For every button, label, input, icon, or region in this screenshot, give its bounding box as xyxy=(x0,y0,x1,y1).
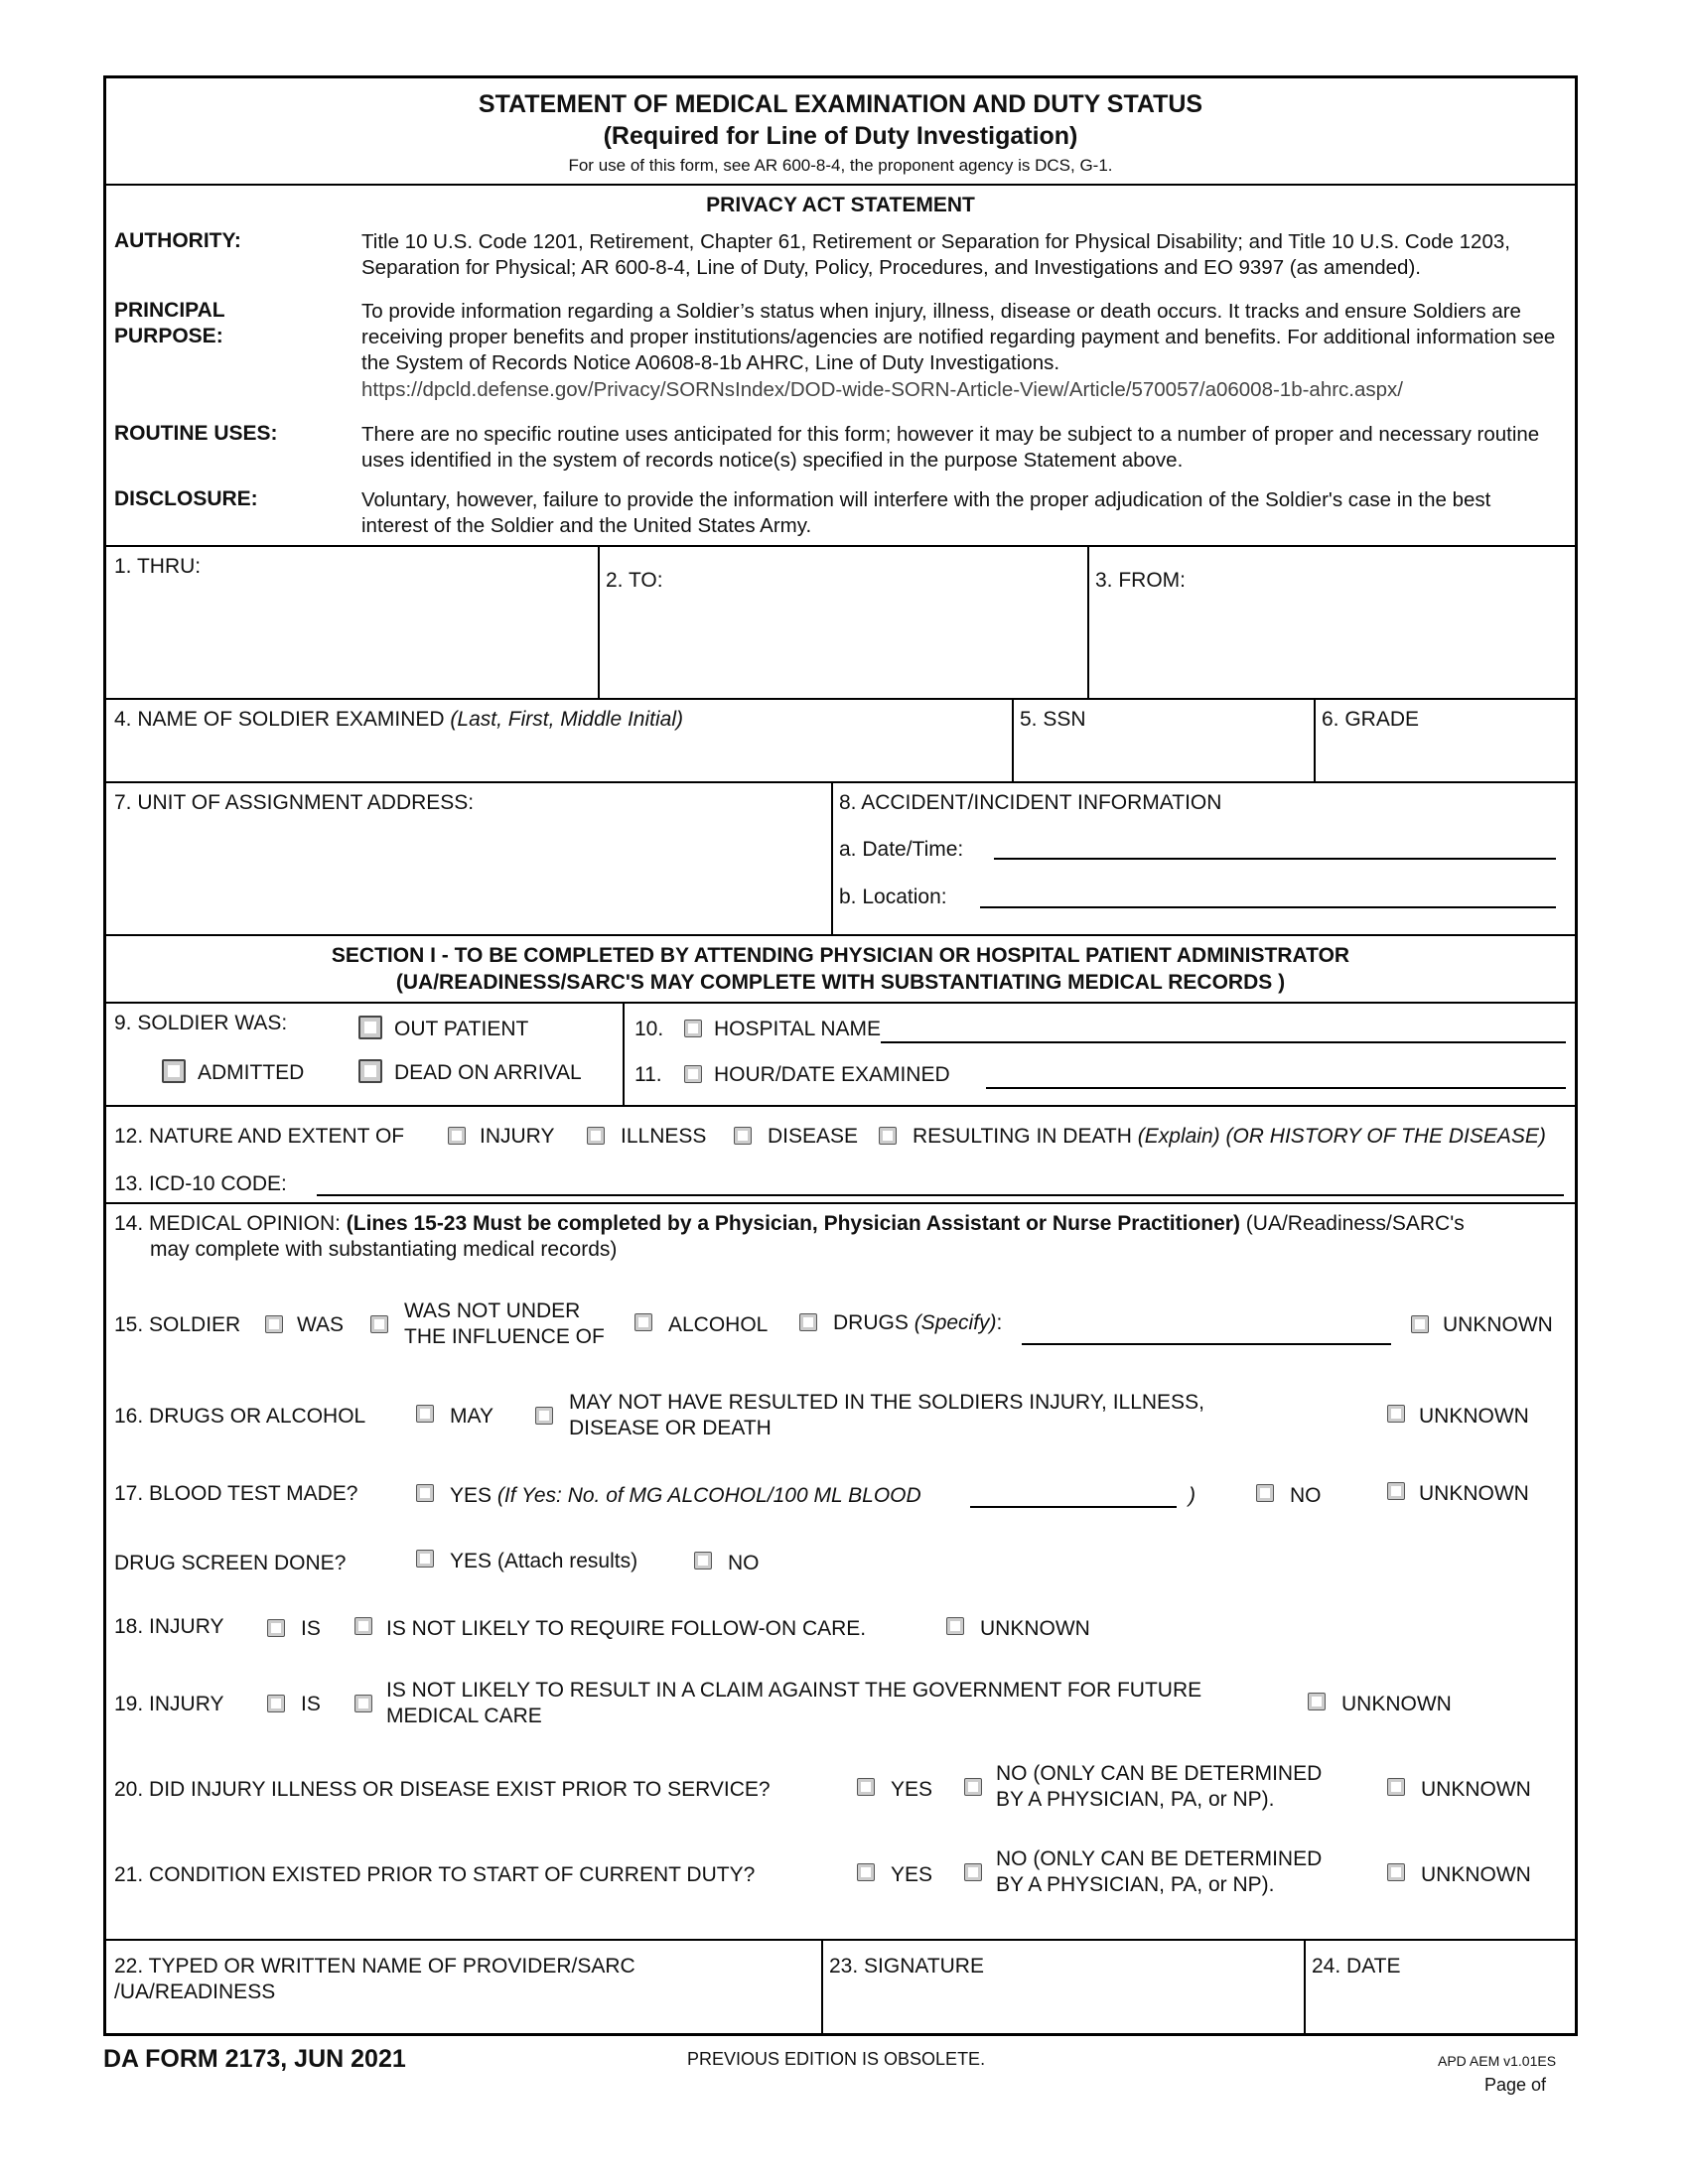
q15-drugs-checkbox[interactable] xyxy=(799,1313,817,1331)
q17-no-checkbox[interactable] xyxy=(1256,1484,1274,1502)
q15-drugs-field xyxy=(833,1311,1002,1335)
q19-is-checkbox[interactable] xyxy=(267,1695,285,1712)
form-number: DA FORM 2173, JUN 2021 xyxy=(103,2045,406,2073)
routine-uses-label: ROUTINE USES: xyxy=(114,422,278,445)
q21-yes-label: YES xyxy=(891,1863,933,1886)
ssn-label: 5. SSN xyxy=(1020,708,1086,731)
date-label: 24. DATE xyxy=(1312,1955,1401,1978)
out-patient-label: OUT PATIENT xyxy=(394,1018,529,1040)
q21-unknown-label: UNKNOWN xyxy=(1421,1863,1531,1886)
out-patient-checkbox[interactable] xyxy=(358,1016,382,1039)
patient-status-row xyxy=(106,1002,1575,1105)
page-number: Page of xyxy=(1484,2075,1547,2095)
sorn-link[interactable]: https://dpcld.defense.gov/Privacy/SORNsIndex/DOD-wide-SORN-Article-View/Article/570057/a06008-1b-ahrc.aspx/ xyxy=(361,378,1404,401)
q17-yes-checkbox[interactable] xyxy=(416,1484,434,1502)
admitted-checkbox[interactable] xyxy=(162,1059,186,1083)
soldier-name-hint: (Last, First, Middle Initial) xyxy=(450,708,683,731)
form-header xyxy=(106,78,1575,184)
drug-screen-yes-checkbox[interactable] xyxy=(416,1550,434,1568)
q20-yes-checkbox[interactable] xyxy=(857,1778,875,1796)
icd10-label: 13. ICD-10 CODE: xyxy=(114,1172,287,1195)
privacy-act-statement xyxy=(106,184,1575,545)
q15-was-not-checkbox[interactable] xyxy=(370,1315,388,1333)
accident-info-label: 8. ACCIDENT/INCIDENT INFORMATION xyxy=(839,791,1222,814)
nature-icd-row xyxy=(106,1105,1575,1202)
authority-label: AUTHORITY: xyxy=(114,229,241,252)
q17-mg-input[interactable] xyxy=(970,1506,1177,1508)
from-label: 3. FROM: xyxy=(1095,569,1187,592)
q16-unknown-checkbox[interactable] xyxy=(1387,1405,1405,1423)
q10-number: 10. xyxy=(634,1018,664,1040)
q17-yes-label: YES xyxy=(450,1484,492,1507)
q16-may-not-label-1: MAY NOT HAVE RESULTED IN THE SOLDIERS INJURY, ILLNESS, xyxy=(569,1391,1204,1414)
illness-checkbox[interactable] xyxy=(587,1127,605,1145)
q17-label: 17. BLOOD TEST MADE? xyxy=(114,1482,358,1505)
q21-no-label-1: NO (ONLY CAN BE DETERMINED xyxy=(996,1847,1323,1870)
disease-checkbox[interactable] xyxy=(734,1127,752,1145)
q20-unknown-checkbox[interactable] xyxy=(1387,1778,1405,1796)
grade-label: 6. GRADE xyxy=(1322,708,1420,731)
q21-label: 21. CONDITION EXISTED PRIOR TO START OF CURRENT DUTY? xyxy=(114,1863,756,1886)
location-label: b. Location: xyxy=(839,886,947,908)
hour-date-label: HOUR/DATE EXAMINED xyxy=(714,1063,950,1086)
da-form-2173 xyxy=(103,75,1578,2036)
q15-alcohol-label: ALCOHOL xyxy=(668,1313,769,1336)
q20-no-checkbox[interactable] xyxy=(964,1778,982,1796)
routing-row xyxy=(106,545,1575,698)
q17-close-paren: ) xyxy=(1189,1484,1196,1507)
date-time-input[interactable] xyxy=(994,858,1556,860)
drug-screen-no-label: NO xyxy=(728,1552,760,1574)
q17-yes-hint: (If Yes: No. of MG ALCOHOL/100 ML BLOOD xyxy=(496,1484,921,1507)
q19-is-label: IS xyxy=(301,1693,321,1715)
privacy-heading: PRIVACY ACT STATEMENT xyxy=(706,194,975,216)
section-1-title: SECTION I - TO BE COMPLETED BY ATTENDING PHYSICIAN OR HOSPITAL PATIENT ADMINISTRATOR xyxy=(331,944,1350,967)
q16-may-checkbox[interactable] xyxy=(416,1405,434,1423)
medical-opinion-section xyxy=(106,1202,1575,1939)
purpose-text: To provide information regarding a Soldier’s status when injury, illness, disease or death occurs. It tracks and ensure Soldiers are receiving proper benefits and proper institutions/agencies are notified regarding payment and benefits. For additional information see the System of Records Notice A0608-8-1b AHRC, Line of Duty Investigations. xyxy=(361,300,1556,374)
explain-hint: (Explain) (OR HISTORY OF THE DISEASE) xyxy=(1137,1125,1546,1148)
injury-label: INJURY xyxy=(480,1125,555,1148)
q15-label: 15. SOLDIER xyxy=(114,1313,241,1336)
q19-unknown-checkbox[interactable] xyxy=(1308,1693,1326,1710)
q15-specify-hint: (Specify) xyxy=(914,1311,997,1334)
q19-unknown-label: UNKNOWN xyxy=(1341,1693,1452,1715)
drug-screen-label: DRUG SCREEN DONE? xyxy=(114,1552,347,1574)
q15-colon: : xyxy=(996,1311,1003,1334)
q21-unknown-checkbox[interactable] xyxy=(1387,1863,1405,1881)
q15-drugs-input[interactable] xyxy=(1022,1343,1391,1345)
form-title: STATEMENT OF MEDICAL EXAMINATION AND DUTY STATUS xyxy=(478,90,1203,118)
drug-screen-no-checkbox[interactable] xyxy=(694,1552,712,1570)
q17-unknown-label: UNKNOWN xyxy=(1419,1482,1529,1505)
q20-label: 20. DID INJURY ILLNESS OR DISEASE EXIST PRIOR TO SERVICE? xyxy=(114,1778,771,1801)
disclosure-text: Voluntary, however, failure to provide the information will interfere with the proper adjudication of the Soldier's case in the best interest of the Soldier and the United States Army. xyxy=(361,488,1491,537)
soldier-identity-row xyxy=(106,698,1575,781)
q15-drugs-label: DRUGS xyxy=(833,1311,909,1334)
section-1-heading xyxy=(106,934,1575,1002)
medical-opinion-line-1 xyxy=(114,1212,1465,1236)
obsolete-notice: PREVIOUS EDITION IS OBSOLETE. xyxy=(687,2049,986,2069)
q17-no-label: NO xyxy=(1290,1484,1322,1507)
admitted-label: ADMITTED xyxy=(198,1061,305,1084)
unit-accident-row xyxy=(106,781,1575,934)
medical-opinion-prefix: 14. MEDICAL OPINION: xyxy=(114,1212,347,1235)
q15-alcohol-checkbox[interactable] xyxy=(634,1313,652,1331)
to-label: 2. TO: xyxy=(606,569,663,592)
q16-label: 16. DRUGS OR ALCOHOL xyxy=(114,1405,366,1428)
q19-is-not-label-1: IS NOT LIKELY TO RESULT IN A CLAIM AGAINST THE GOVERNMENT FOR FUTURE xyxy=(386,1679,1202,1702)
authority-text: Title 10 U.S. Code 1201, Retirement, Chapter 61, Retirement or Separation for Physical Disability; and Title 10 U.S. Code 1203, Separation for Physical; AR 600-8-4, Line of Duty, Policy, Procedures, and Investigations and EO 9397 (as amended). xyxy=(361,230,1510,279)
q18-unknown-checkbox[interactable] xyxy=(946,1617,964,1635)
q15-was-checkbox[interactable] xyxy=(265,1315,283,1333)
form-version: APD AEM v1.01ES xyxy=(1438,2053,1557,2069)
resulting-in-death-checkbox[interactable] xyxy=(879,1127,897,1145)
q16-may-not-checkbox[interactable] xyxy=(535,1407,553,1425)
provider-name-label-1: 22. TYPED OR WRITTEN NAME OF PROVIDER/SARC xyxy=(114,1955,635,1978)
drug-screen-yes-label: YES (Attach results) xyxy=(450,1550,638,1572)
q21-yes-checkbox[interactable] xyxy=(857,1863,875,1881)
medical-opinion-suffix: (UA/Readiness/SARC's xyxy=(1239,1212,1465,1235)
q21-no-label-2: BY A PHYSICIAN, PA, or NP). xyxy=(996,1873,1275,1896)
hospital-name-checkbox[interactable] xyxy=(684,1020,702,1037)
resulting-death-label: RESULTING IN DEATH xyxy=(913,1125,1132,1148)
q18-label: 18. INJURY xyxy=(114,1615,224,1638)
q15-was-label: WAS xyxy=(297,1313,345,1336)
hospital-name-label: HOSPITAL NAME xyxy=(714,1018,882,1040)
hour-date-checkbox[interactable] xyxy=(684,1065,702,1083)
unit-address-label: 7. UNIT OF ASSIGNMENT ADDRESS: xyxy=(114,791,475,814)
thru-label: 1. THRU: xyxy=(114,555,202,578)
q19-is-not-label-2: MEDICAL CARE xyxy=(386,1705,542,1727)
medical-opinion-line-2: may complete with substantiating medical records) xyxy=(150,1238,618,1261)
medical-opinion-requirement: (Lines 15-23 Must be completed by a Physician, Physician Assistant or Nurse Practitioner) xyxy=(346,1212,1240,1235)
q17-unknown-checkbox[interactable] xyxy=(1387,1482,1405,1500)
hospital-name-input[interactable] xyxy=(881,1041,1566,1043)
disclosure-label: DISCLOSURE: xyxy=(114,487,258,510)
q11-number: 11. xyxy=(634,1063,662,1086)
q20-no-label-2: BY A PHYSICIAN, PA, or NP). xyxy=(996,1788,1275,1811)
q20-yes-label: YES xyxy=(891,1778,933,1801)
dead-on-arrival-checkbox[interactable] xyxy=(358,1059,382,1083)
q18-is-checkbox[interactable] xyxy=(267,1619,285,1637)
form-proponent-note: For use of this form, see AR 600-8-4, the proponent agency is DCS, G-1. xyxy=(568,156,1113,175)
soldier-name-field[interactable] xyxy=(114,708,683,732)
disease-label: DISEASE xyxy=(768,1125,859,1148)
dead-on-arrival-label: DEAD ON ARRIVAL xyxy=(394,1061,582,1084)
q15-was-not-label-1: WAS NOT UNDER xyxy=(404,1299,581,1322)
q15-was-not-label-2: THE INFLUENCE OF xyxy=(404,1325,605,1348)
signature-row xyxy=(106,1939,1575,2033)
q21-no-checkbox[interactable] xyxy=(964,1863,982,1881)
q15-unknown-checkbox[interactable] xyxy=(1411,1315,1429,1333)
q16-may-not-label-2: DISEASE OR DEATH xyxy=(569,1417,772,1439)
resulting-death-field xyxy=(913,1125,1546,1149)
q15-unknown-label: UNKNOWN xyxy=(1443,1313,1553,1336)
q19-is-not-checkbox[interactable] xyxy=(354,1695,372,1712)
nature-extent-label: 12. NATURE AND EXTENT OF xyxy=(114,1125,405,1148)
q16-unknown-label: UNKNOWN xyxy=(1419,1405,1529,1428)
q20-unknown-label: UNKNOWN xyxy=(1421,1778,1531,1801)
q17-yes-field xyxy=(450,1484,921,1508)
provider-name-label-2: /UA/READINESS xyxy=(114,1980,276,2003)
routine-uses-text: There are no specific routine uses anticipated for this form; however it may be subject to a number of proper and necessary routine uses identified in the system of records notice(s) specified in the purpose Statement above. xyxy=(361,423,1540,472)
q19-label: 19. INJURY xyxy=(114,1693,224,1715)
signature-label: 23. SIGNATURE xyxy=(829,1955,984,1978)
q20-no-label-1: NO (ONLY CAN BE DETERMINED xyxy=(996,1762,1323,1785)
form-subtitle: (Required for Line of Duty Investigation) xyxy=(603,122,1078,150)
soldier-name-label: 4. NAME OF SOLDIER EXAMINED xyxy=(114,708,445,731)
q18-unknown-label: UNKNOWN xyxy=(980,1617,1090,1640)
purpose-label-2: PURPOSE: xyxy=(114,325,223,347)
q18-is-not-label: IS NOT LIKELY TO REQUIRE FOLLOW-ON CARE. xyxy=(386,1617,867,1640)
purpose-label-1: PRINCIPAL xyxy=(114,299,225,322)
q16-may-label: MAY xyxy=(450,1405,493,1428)
section-1-subtitle: (UA/READINESS/SARC'S MAY COMPLETE WITH SUBSTANTIATING MEDICAL RECORDS ) xyxy=(395,971,1286,994)
illness-label: ILLNESS xyxy=(621,1125,707,1148)
icd10-input[interactable] xyxy=(317,1194,1564,1196)
q18-is-label: IS xyxy=(301,1617,321,1640)
injury-checkbox[interactable] xyxy=(448,1127,466,1145)
q18-is-not-checkbox[interactable] xyxy=(354,1617,372,1635)
date-time-label: a. Date/Time: xyxy=(839,838,964,861)
hour-date-input[interactable] xyxy=(986,1087,1566,1089)
location-input[interactable] xyxy=(980,906,1556,908)
soldier-was-label: 9. SOLDIER WAS: xyxy=(114,1012,288,1034)
